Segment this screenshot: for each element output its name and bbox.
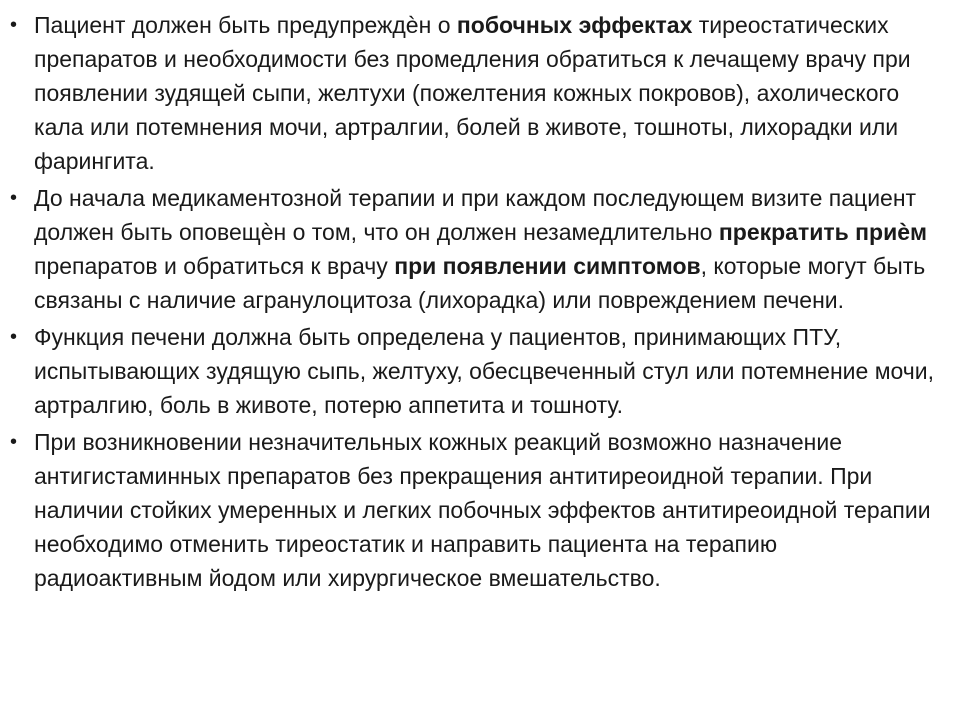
bullet-marker: • <box>10 326 18 348</box>
bullet-text: Пациент должен быть предупреждѐн о <box>34 12 457 38</box>
bullet-text: Функция печени должна быть определена у пациентов, принимающих ПТУ, испытывающих зудящую сыпь, желтуху, обесцвеченный стул или потемнение мочи, артралгию, боль в животе, потерю аппетита и тошноту. <box>34 324 935 418</box>
bullet-text: , которые могут быть связаны с наличие агранулоцитоза (лихорадка) или повреждением печени. <box>34 253 926 313</box>
bullet-text: препаратов и обратиться к врачу <box>34 253 395 279</box>
bullet-marker: • <box>10 431 18 453</box>
bullet-marker: • <box>10 14 18 36</box>
bullet-item-liver-function <box>10 320 950 422</box>
bullet-text: До начала медикаментозной терапии и при каждом последующем визите пациент должен быть оповещѐн о том, что он должен незамедлительно <box>34 185 917 245</box>
bullet-item-side-effects <box>10 8 950 178</box>
bullet-text-bold: побочных эффектах <box>456 12 693 38</box>
bullet-list <box>10 8 950 595</box>
bullet-text-bold: при появлении симптомов <box>394 253 701 279</box>
bullet-text: тиреостатических препаратов и необходимости без промедления обратиться к лечащему врачу при появлении зудящей сыпи, желтухи (пожелтения кожных покровов), ахолического кала или потемнения мочи, артралгии, болей в животе, тошноты, лихорадки или фарингита. <box>34 12 911 174</box>
bullet-marker: • <box>10 187 18 209</box>
bullet-item-stop-intake <box>10 181 950 317</box>
bullet-text-bold: прекратить приѐм <box>718 219 928 245</box>
bullet-text: При возникновении незначительных кожных реакций возможно назначение антигистаминных препаратов без прекращения антитиреоидной терапии. При наличии стойких умеренных и легких побочных эффектов антитиреоидной терапии необходимо отменить тиреостатик и направить пациента на терапию радиоактивным йодом или хирургическое вмешательство. <box>34 429 931 591</box>
bullet-item-skin-reactions <box>10 425 950 595</box>
